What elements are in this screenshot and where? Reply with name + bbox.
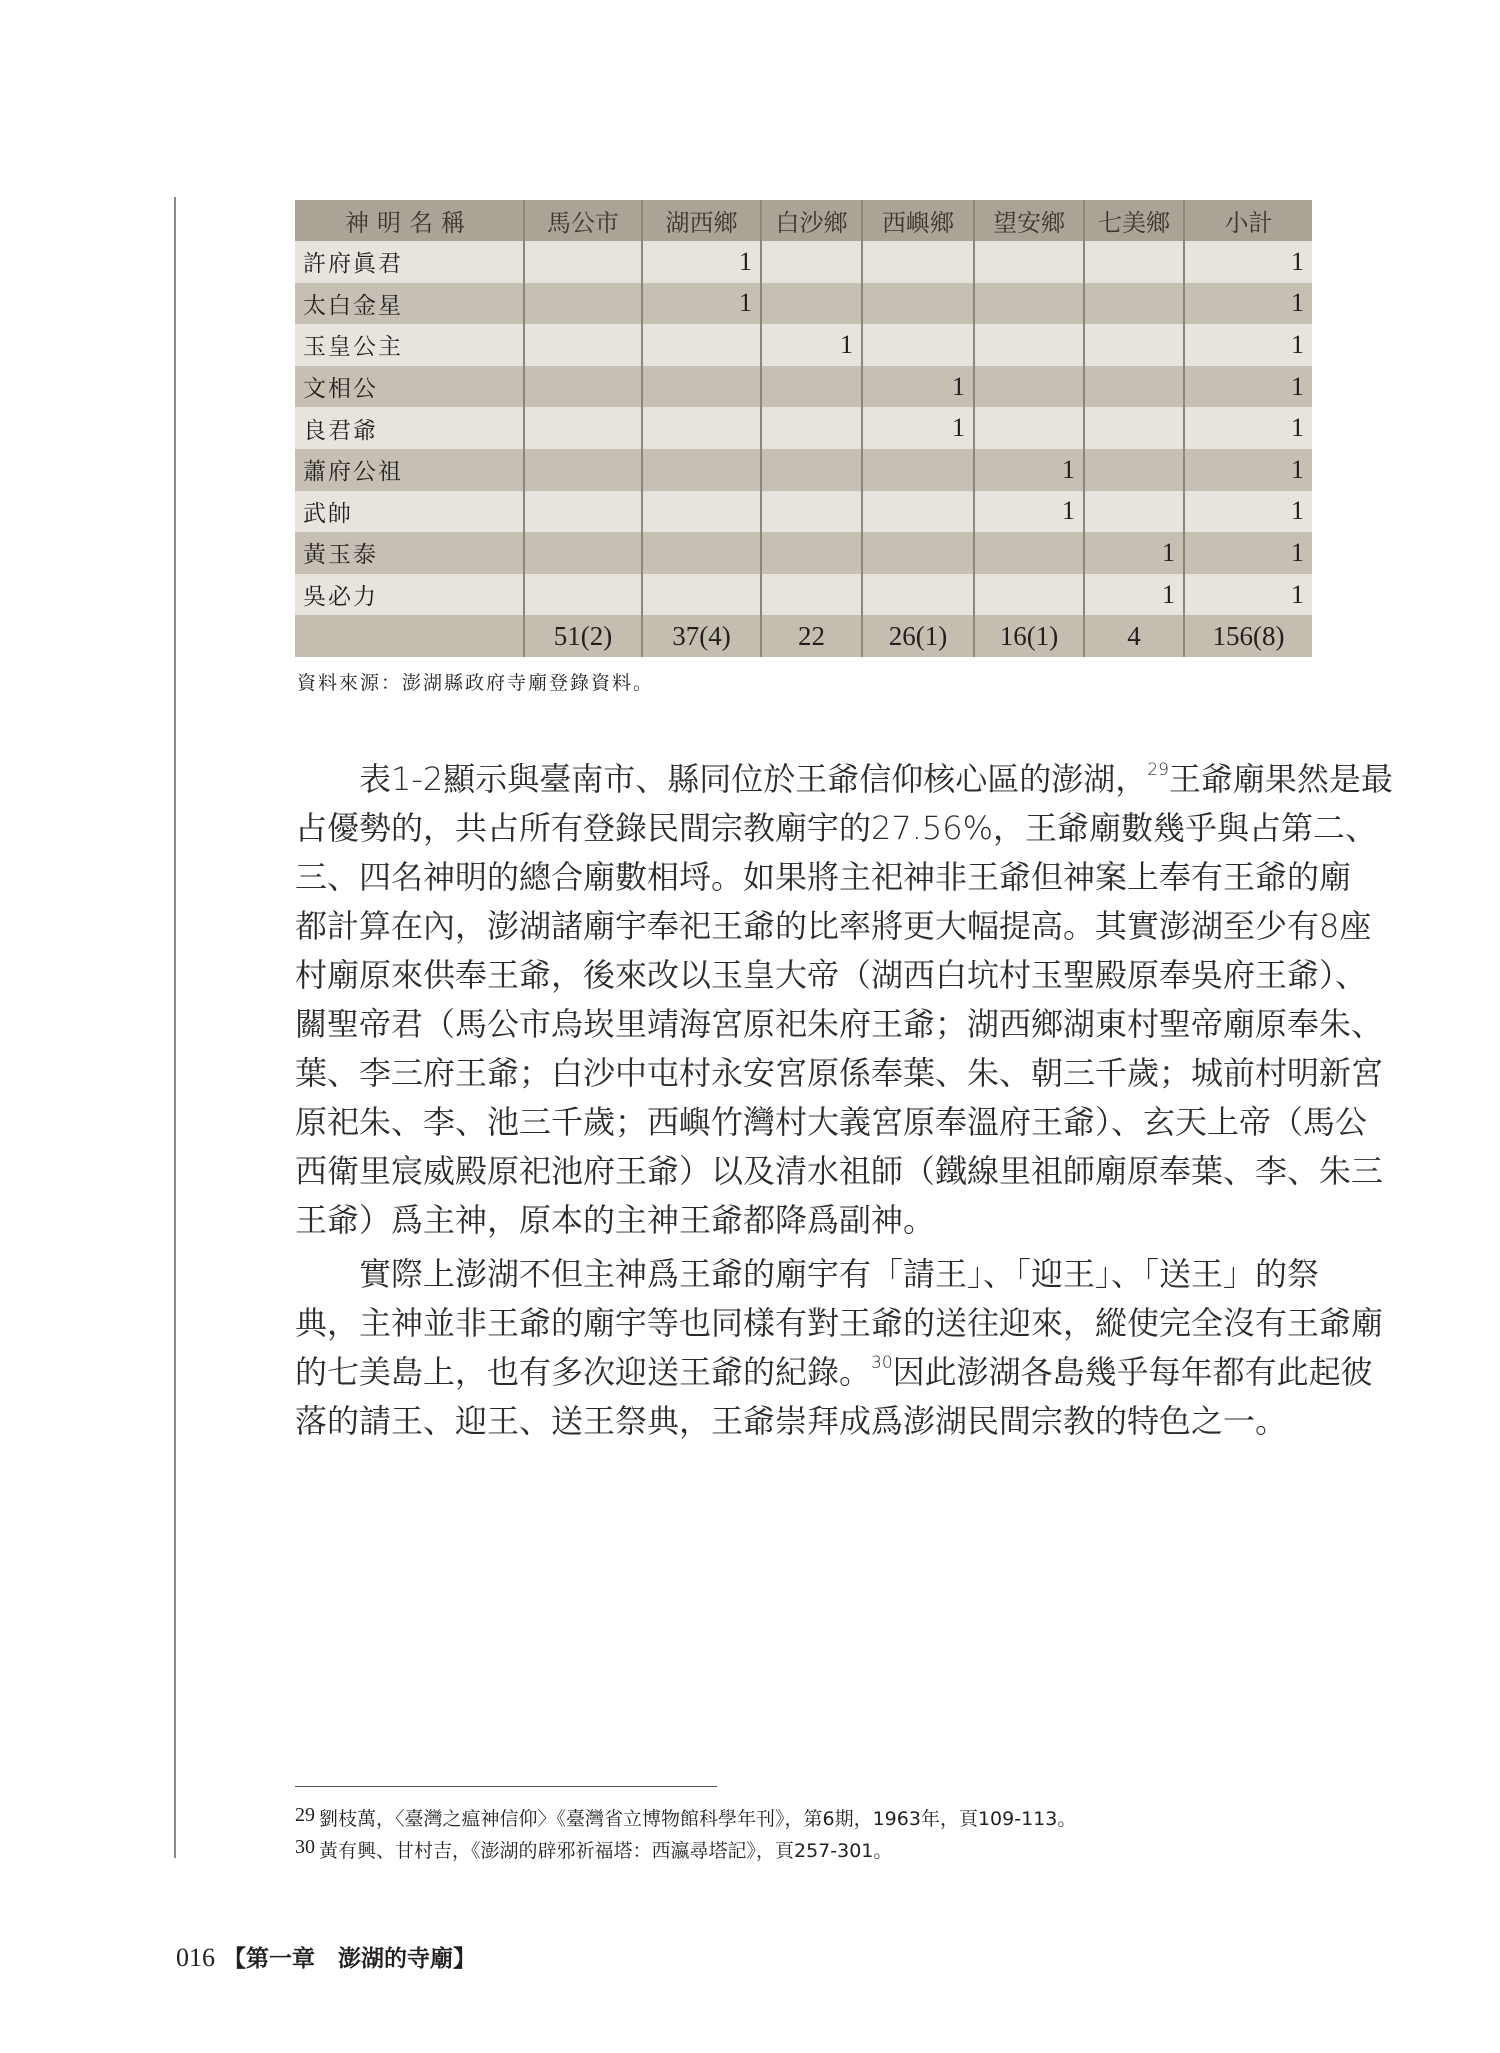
table-row xyxy=(295,366,1312,408)
count-cell xyxy=(524,241,642,283)
count-cell xyxy=(974,532,1084,574)
text-run: 落的請王、迎王、送王祭典，王爺崇拜成爲澎湖民間宗教的特色之一。 xyxy=(295,1402,1288,1440)
margin-rule xyxy=(174,197,176,1858)
count-cell xyxy=(862,574,974,616)
table-row xyxy=(295,283,1312,325)
count-cell xyxy=(1084,366,1184,408)
deity-name-cell: 吳必力 xyxy=(295,574,524,616)
count-cell xyxy=(974,241,1084,283)
count-cell xyxy=(761,574,862,616)
count-cell xyxy=(862,324,974,366)
text-line xyxy=(295,1147,1384,1196)
text-run: 村廟原來供奉王爺，後來改以玉皇大帝（湖西白坑村玉聖殿原奉吳府王爺）、 xyxy=(295,956,1368,994)
text-run: 占優勢的，共占所有登錄民間宗教廟宇的27.56%，王爺廟數幾乎與占第二、 xyxy=(295,809,1378,847)
count-cell xyxy=(761,491,862,533)
count-cell xyxy=(642,532,761,574)
text-line xyxy=(295,1348,1373,1397)
table-row xyxy=(295,491,1312,533)
count-cell: 1 xyxy=(1184,324,1312,366)
deity-name-cell: 良君爺 xyxy=(295,407,524,449)
count-cell xyxy=(524,449,642,491)
total-cell: 51(2) xyxy=(524,615,642,657)
count-cell xyxy=(761,241,862,283)
count-cell xyxy=(862,532,974,574)
count-cell: 1 xyxy=(642,283,761,325)
count-cell xyxy=(1084,491,1184,533)
text-line xyxy=(295,1000,1384,1049)
count-cell: 1 xyxy=(1184,366,1312,408)
count-cell: 1 xyxy=(1184,574,1312,616)
deity-name-cell: 許府眞君 xyxy=(295,241,524,283)
deity-name-cell: 蕭府公祖 xyxy=(295,449,524,491)
column-header: 神明名稱 xyxy=(295,200,524,241)
table-row xyxy=(295,574,1312,616)
footnote-30: 30 黃有興、甘村吉，《澎湖的辟邪祈福塔：西瀛尋塔記》，頁257-301。 xyxy=(295,1836,893,1862)
count-cell xyxy=(862,491,974,533)
footnote-rule xyxy=(295,1786,717,1787)
count-cell xyxy=(642,366,761,408)
count-cell: 1 xyxy=(1184,491,1312,533)
column-header: 望安鄉 xyxy=(974,200,1084,241)
total-cell: 26(1) xyxy=(862,615,974,657)
total-cell: 22 xyxy=(761,615,862,657)
column-header: 七美鄉 xyxy=(1084,200,1184,241)
text-line xyxy=(295,1049,1384,1098)
text-line xyxy=(295,1397,1312,1446)
text-run: 原祀朱、李、池三千歲；西嶼竹灣村大義宮原奉溫府王爺）、玄天上帝（馬公 xyxy=(295,1103,1368,1141)
count-cell xyxy=(524,491,642,533)
text-line xyxy=(295,902,1372,951)
text-line xyxy=(295,1098,1368,1147)
count-cell xyxy=(761,449,862,491)
total-cell: 4 xyxy=(1084,615,1184,657)
page-number: 016 xyxy=(176,1943,215,1972)
text-run: 實際上澎湖不但主神爲王爺的廟宇有「請王」、「迎王」、「送王」的祭 xyxy=(359,1255,1320,1293)
count-cell: 1 xyxy=(642,241,761,283)
table-row xyxy=(295,407,1312,449)
count-cell xyxy=(642,574,761,616)
chapter-title: 【第一章 澎湖的寺廟】 xyxy=(223,1945,476,1972)
deity-name-cell: 文相公 xyxy=(295,366,524,408)
count-cell xyxy=(642,449,761,491)
count-cell xyxy=(974,574,1084,616)
count-cell: 1 xyxy=(862,407,974,449)
text-run: 因此澎湖各島幾乎每年都有此起彼 xyxy=(892,1353,1373,1391)
column-header: 白沙鄉 xyxy=(761,200,862,241)
footnote-ref[interactable]: 29 xyxy=(1147,760,1169,780)
column-header: 湖西鄉 xyxy=(642,200,761,241)
count-cell xyxy=(974,366,1084,408)
count-cell xyxy=(761,366,862,408)
text-run: 王爺）爲主神，原本的主神王爺都降爲副神。 xyxy=(295,1201,936,1239)
count-cell xyxy=(974,324,1084,366)
table-row xyxy=(295,324,1312,366)
text-run: 西衛里宸威殿原祀池府王爺）以及清水祖師（鐵線里祖師廟原奉葉、李、朱三 xyxy=(295,1152,1384,1190)
count-cell xyxy=(761,532,862,574)
count-cell xyxy=(761,407,862,449)
count-cell xyxy=(974,407,1084,449)
count-cell: 1 xyxy=(862,366,974,408)
count-cell: 1 xyxy=(1184,283,1312,325)
text-line xyxy=(295,853,1352,902)
column-header: 西嶼鄉 xyxy=(862,200,974,241)
text-line xyxy=(295,755,1393,804)
table-row xyxy=(295,532,1312,574)
paragraph-1 xyxy=(295,755,1393,1245)
count-cell xyxy=(862,283,974,325)
text-run: 關聖帝君（馬公市烏崁里靖海宮原祀朱府王爺；湖西鄉湖東村聖帝廟原奉朱、 xyxy=(295,1005,1384,1043)
text-run: 葉、李三府王爺；白沙中屯村永安宮原係奉葉、朱、朝三千歲；城前村明新宮 xyxy=(295,1054,1384,1092)
text-line xyxy=(295,1196,1312,1245)
text-run: 典，主神並非王爺的廟宇等也同樣有對王爺的送往迎來，縱使完全沒有王爺廟 xyxy=(295,1304,1384,1342)
count-cell: 1 xyxy=(1184,407,1312,449)
text-run: 王爺廟果然是最 xyxy=(1168,760,1393,798)
count-cell: 1 xyxy=(974,449,1084,491)
text-run: 的七美島上，也有多次迎送王爺的紀錄。 xyxy=(295,1353,872,1391)
count-cell xyxy=(1084,407,1184,449)
text-line xyxy=(295,951,1368,1000)
count-cell xyxy=(1084,449,1184,491)
page-footer xyxy=(176,1940,476,1973)
deity-name-cell: 太白金星 xyxy=(295,283,524,325)
paragraph-2 xyxy=(295,1250,1384,1446)
text-run: 都計算在內，澎湖諸廟宇奉祀王爺的比率將更大幅提高。其實澎湖至少有8座 xyxy=(295,907,1372,945)
count-cell: 1 xyxy=(761,324,862,366)
count-cell: 1 xyxy=(1184,241,1312,283)
text-run: 三、四名神明的總合廟數相埒。如果將主祀神非王爺但神案上奉有王爺的廟 xyxy=(295,858,1352,896)
count-cell xyxy=(642,407,761,449)
count-cell xyxy=(524,532,642,574)
count-cell: 1 xyxy=(1084,574,1184,616)
count-cell xyxy=(524,324,642,366)
count-cell xyxy=(761,283,862,325)
count-cell xyxy=(974,283,1084,325)
footnote-ref[interactable]: 30 xyxy=(871,1353,893,1373)
text-line xyxy=(295,1299,1384,1348)
count-cell xyxy=(1084,324,1184,366)
count-cell: 1 xyxy=(1084,532,1184,574)
total-cell: 16(1) xyxy=(974,615,1084,657)
count-cell xyxy=(1084,283,1184,325)
table-header-row xyxy=(295,200,1312,241)
deity-name-cell: 玉皇公主 xyxy=(295,324,524,366)
deity-temple-table xyxy=(295,200,1312,657)
total-cell: 37(4) xyxy=(642,615,761,657)
count-cell xyxy=(524,366,642,408)
count-cell xyxy=(642,491,761,533)
count-cell xyxy=(1084,241,1184,283)
deity-name-cell: 武帥 xyxy=(295,491,524,533)
count-cell: 1 xyxy=(1184,532,1312,574)
column-header: 馬公市 xyxy=(524,200,642,241)
table-source-caption: 資料來源：澎湖縣政府寺廟登錄資料。 xyxy=(297,672,655,694)
count-cell: 1 xyxy=(974,491,1084,533)
count-cell xyxy=(862,449,974,491)
text-line xyxy=(295,1250,1320,1299)
count-cell xyxy=(524,283,642,325)
text-run: 表1-2顯示與臺南市、縣同位於王爺信仰核心區的澎湖， xyxy=(359,760,1148,798)
count-cell xyxy=(524,574,642,616)
count-cell xyxy=(642,324,761,366)
total-cell: 156(8) xyxy=(1184,615,1312,657)
text-line xyxy=(295,804,1378,853)
totals-row xyxy=(295,615,1312,657)
footnote-29: 29 劉枝萬，〈臺灣之瘟神信仰〉《臺灣省立博物館科學年刊》，第6期，1963年，頁109-113。 xyxy=(295,1804,1077,1830)
count-cell xyxy=(524,407,642,449)
table-row xyxy=(295,449,1312,491)
table-row xyxy=(295,241,1312,283)
count-cell xyxy=(862,241,974,283)
deity-name-cell: 黃玉泰 xyxy=(295,532,524,574)
column-header: 小計 xyxy=(1184,200,1312,241)
total-cell xyxy=(295,615,524,657)
count-cell: 1 xyxy=(1184,449,1312,491)
